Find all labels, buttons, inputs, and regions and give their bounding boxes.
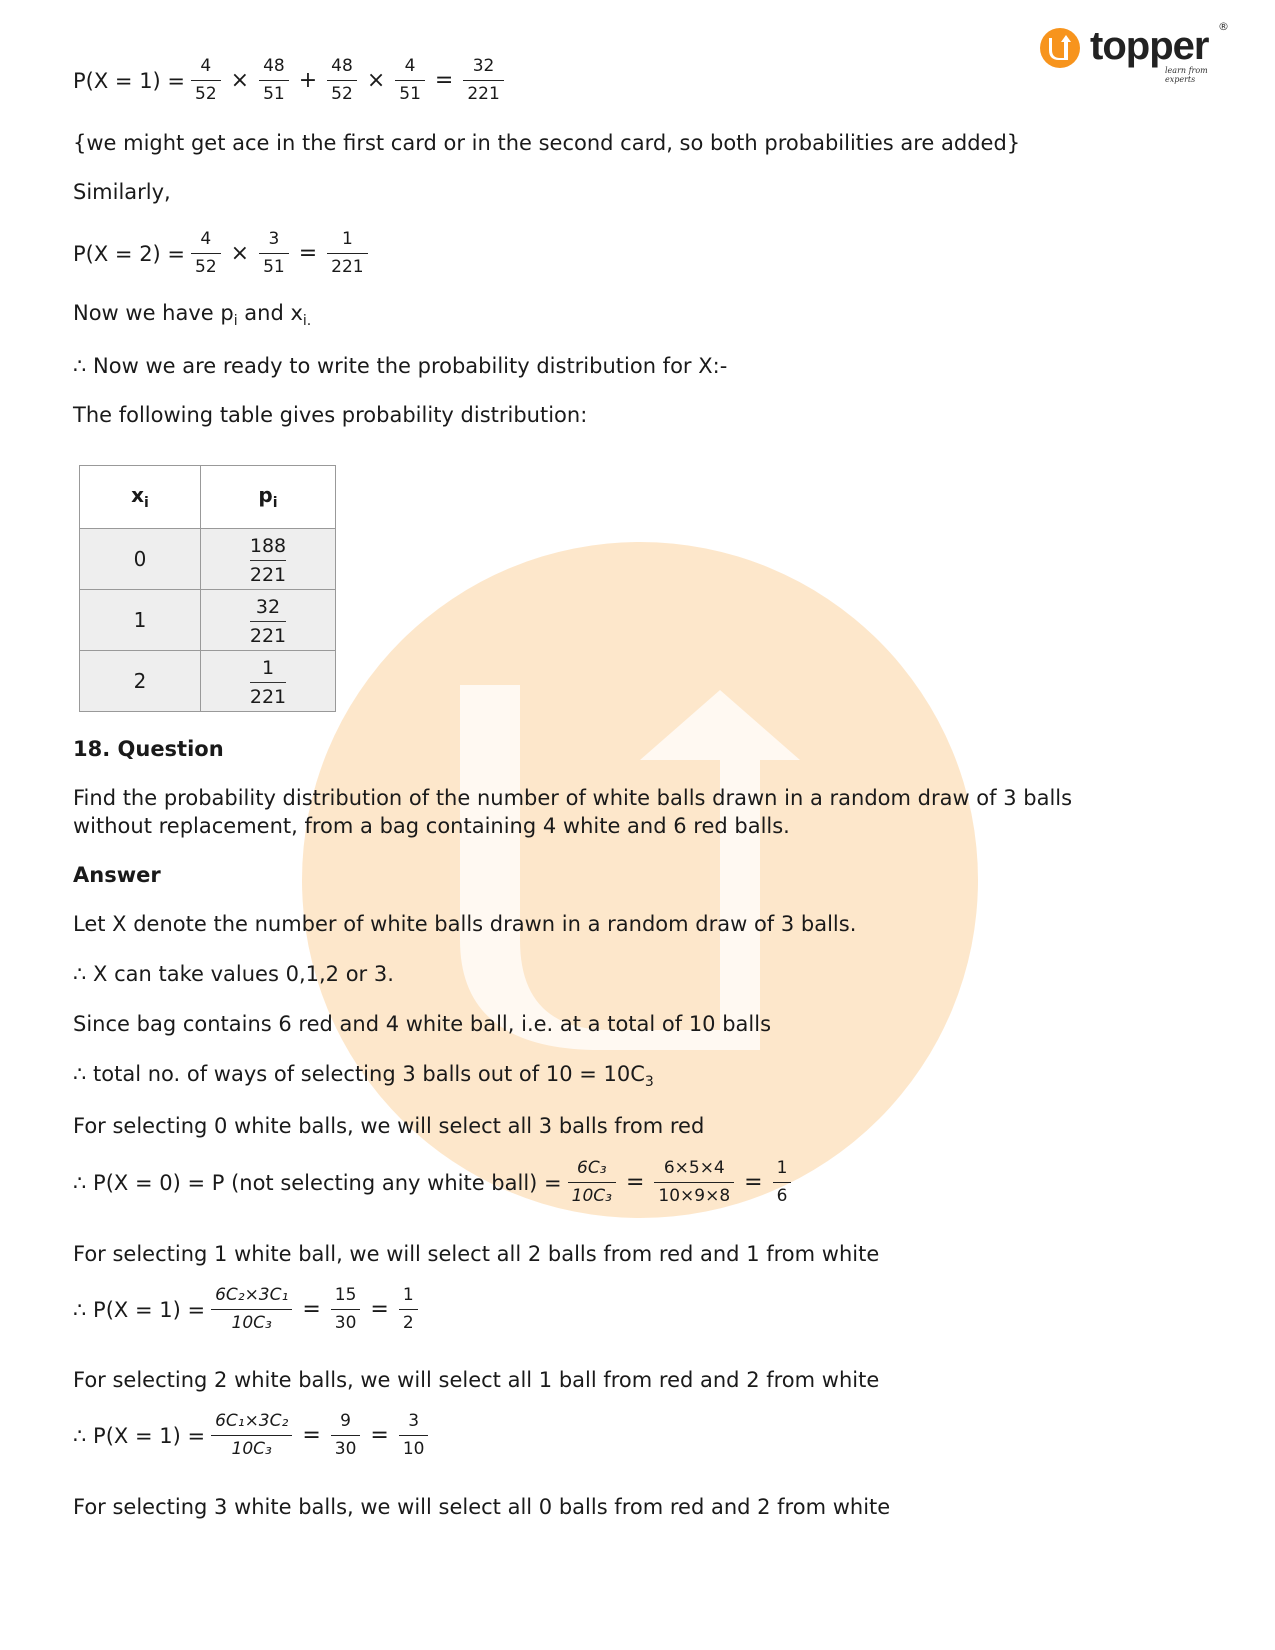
cell-x: 0 bbox=[80, 529, 201, 590]
table-row bbox=[80, 651, 336, 712]
similarly-text: Similarly, bbox=[73, 180, 171, 204]
brand-name: topper bbox=[1090, 24, 1209, 68]
equation-p-x-2 bbox=[73, 1413, 434, 1458]
fraction: $\frac{\text{6C₃}}{\text{10C₃}}$ bbox=[568, 1160, 616, 1205]
question-title: 18. Question bbox=[73, 737, 224, 761]
brand-registered: ® bbox=[1218, 20, 1229, 33]
answer-title: Answer bbox=[73, 863, 161, 887]
cell-p: $\frac{32}{221}$ bbox=[201, 590, 336, 651]
operator: + bbox=[298, 68, 318, 93]
fraction: $\frac{4}{52}$ bbox=[191, 231, 221, 276]
question-text-line2: without replacement, from a bag containing 4 white and 6 red balls. bbox=[73, 814, 790, 838]
eq-lhs: ∴ P(X = 1) = bbox=[73, 1297, 206, 1322]
fraction: $\frac{\text{6C₁×3C₂}}{\text{10C₃}}$ bbox=[211, 1413, 292, 1458]
table-row bbox=[80, 529, 336, 590]
equation-p-x-2-cards bbox=[73, 231, 374, 276]
equation-p-x-1 bbox=[73, 1287, 424, 1332]
operator: × bbox=[230, 241, 250, 266]
operator: = bbox=[302, 1297, 321, 1322]
eq-lhs: ∴ P(X = 0) = P (not selecting any white ball) = bbox=[73, 1170, 562, 1195]
cell-p: $\frac{188}{221}$ bbox=[201, 529, 336, 590]
answer-line: Since bag contains 6 red and 4 white ball, i.e. at a total of 10 balls bbox=[73, 1012, 772, 1036]
cell-x: 1 bbox=[80, 590, 201, 651]
eq-lhs: P(X = 1) = bbox=[73, 68, 186, 93]
answer-line: For selecting 0 white balls, we will select all 3 balls from red bbox=[73, 1114, 705, 1138]
fraction: $\frac{6\times 5\times 4}{10\times 9\times 8}$ bbox=[654, 1160, 734, 1205]
operator: = bbox=[744, 1170, 763, 1195]
header-pi: $p_i$ bbox=[201, 466, 336, 529]
equation-p-x-0 bbox=[73, 1160, 797, 1205]
answer-line: For selecting 3 white balls, we will select all 0 balls from red and 2 from white bbox=[73, 1495, 891, 1519]
now-have-text: Now we have $p_i$ and $x_{i.}$ bbox=[73, 301, 312, 330]
cell-x: 2 bbox=[80, 651, 201, 712]
answer-line: For selecting 1 white ball, we will select all 2 balls from red and 1 from white bbox=[73, 1242, 880, 1266]
operator: = bbox=[298, 241, 318, 266]
fraction: $\frac{1}{6}$ bbox=[773, 1160, 792, 1205]
table-intro-text: The following table gives probability distribution: bbox=[73, 403, 588, 427]
header-xi: $x_i$ bbox=[80, 466, 201, 529]
note-text: {we might get ace in the first card or in the second card, so both probabilities are added} bbox=[73, 131, 1021, 155]
fraction: $\frac{\text{6C₂×3C₁}}{\text{10C₃}}$ bbox=[211, 1287, 292, 1332]
answer-line: ∴ X can take values 0,1,2 or 3. bbox=[73, 962, 394, 986]
probability-distribution-table bbox=[79, 465, 336, 712]
fraction: $\frac{15}{30}$ bbox=[331, 1287, 361, 1332]
operator: = bbox=[302, 1423, 321, 1448]
answer-line: For selecting 2 white balls, we will select all 1 ball from red and 2 from white bbox=[73, 1368, 880, 1392]
fraction: $\frac{48}{52}$ bbox=[327, 58, 357, 103]
question-text-line1: Find the probability distribution of the number of white balls drawn in a random draw of 3 balls bbox=[73, 786, 1073, 810]
operator: = bbox=[370, 1297, 389, 1322]
eq-lhs: ∴ P(X = 1) = bbox=[73, 1423, 206, 1448]
brand-tagline: learn from experts bbox=[1165, 66, 1208, 84]
operator: × bbox=[230, 68, 250, 93]
answer-line: Let X denote the number of white balls drawn in a random draw of 3 balls. bbox=[73, 912, 857, 936]
fraction: $\frac{32}{221}$ bbox=[463, 58, 503, 103]
operator: = bbox=[370, 1423, 389, 1448]
eq-lhs: P(X = 2) = bbox=[73, 241, 186, 266]
brand-logo bbox=[1040, 20, 1240, 84]
fraction: $\frac{3}{51}$ bbox=[259, 231, 289, 276]
ready-text: ∴ Now we are ready to write the probability distribution for X:- bbox=[73, 354, 728, 378]
operator: = bbox=[434, 68, 454, 93]
table-header-row bbox=[80, 466, 336, 529]
equation-p-x-1-cards bbox=[73, 58, 510, 103]
fraction: $\frac{9}{30}$ bbox=[331, 1413, 361, 1458]
fraction: $\frac{48}{51}$ bbox=[259, 58, 289, 103]
answer-line: ∴ total no. of ways of selecting 3 balls out of $10 = 10C_3$ bbox=[73, 1062, 654, 1091]
fraction: $\frac{4}{52}$ bbox=[191, 58, 221, 103]
fraction: $\frac{3}{10}$ bbox=[399, 1413, 429, 1458]
operator: = bbox=[625, 1170, 645, 1195]
fraction: $\frac{1}{221}$ bbox=[327, 231, 367, 276]
fraction: $\frac{4}{51}$ bbox=[395, 58, 425, 103]
table-row bbox=[80, 590, 336, 651]
fraction: $\frac{1}{2}$ bbox=[399, 1287, 418, 1332]
cell-p: $\frac{1}{221}$ bbox=[201, 651, 336, 712]
operator: × bbox=[366, 68, 386, 93]
